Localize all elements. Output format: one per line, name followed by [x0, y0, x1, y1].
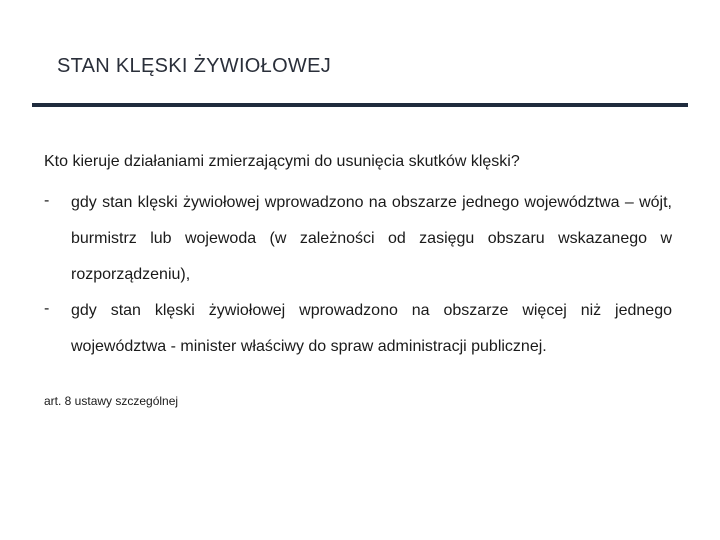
bullet-text: gdy stan klęski żywiołowej wprowadzono na obszarze jednego województwa – wójt, burmistrz lub wojewoda (w zależności od zasięgu obszaru wskazanego w rozporządzeniu), [71, 194, 672, 283]
source-citation: art. 8 ustawy szczególnej [44, 394, 179, 408]
slide-title: STAN KLĘSKI ŻYWIOŁOWEJ [57, 55, 332, 77]
bullet-marker: - [44, 192, 50, 209]
title-underline [32, 103, 688, 107]
bullet-text: gdy stan klęski żywiołowej wprowadzono na obszarze więcej niż jednego województwa - minister właściwy do spraw administracji publicznej. [71, 302, 672, 355]
bullet-marker: - [44, 300, 50, 317]
question-heading: Kto kieruje działaniami zmierzającymi do usunięcia skutków klęski? [44, 153, 520, 170]
